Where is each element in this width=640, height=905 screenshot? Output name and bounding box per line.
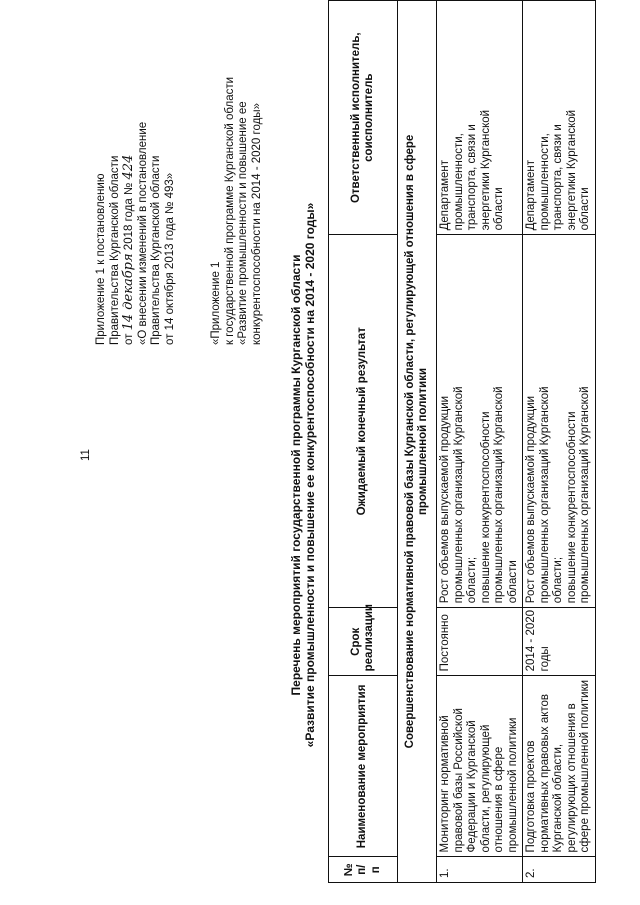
title-line-2: «Развитие промышленности и повышение ее конкурентоспособности на 2014 - 2020 годы»	[302, 202, 317, 748]
header-num-line: №	[342, 863, 355, 877]
cell-line: повышение конкурентоспособности	[479, 411, 492, 604]
appendix-line-5: Правительства Курганской области	[150, 155, 162, 345]
cell-line: транспорта, связи и	[552, 124, 564, 231]
program-appendix	[210, 5, 264, 345]
cell-line: Рост объемов выпускаемой продукции	[525, 395, 537, 604]
cell-line: промышленной политики	[506, 717, 519, 853]
section-title	[398, 1, 437, 883]
row-num: 2.	[523, 857, 596, 883]
cell-line: промышленных организаций Курганской	[538, 386, 551, 604]
cell-line: Постоянно	[439, 614, 451, 672]
header-num	[329, 857, 398, 883]
cell-line: правовой базы Российской	[452, 708, 465, 853]
handwritten-date: 14 декабря	[121, 253, 136, 331]
header-responsible-line: исполнитель,	[349, 32, 362, 111]
table-header-row	[329, 1, 398, 883]
section-row	[398, 1, 437, 883]
header-responsible	[329, 1, 398, 235]
appendix-line-1: Приложение 1 к постановлению	[95, 173, 107, 345]
cell-line: регулирующих отношения в	[565, 703, 578, 853]
cell-line: повышение конкурентоспособности	[565, 411, 578, 604]
cell-line: 2014 - 2020	[525, 609, 537, 672]
cell-line: сфере промышленной политики	[579, 679, 591, 853]
page-number: 11	[80, 449, 92, 461]
cell-line: транспорта, связи и	[466, 124, 478, 231]
cell-line: промышленности,	[452, 133, 465, 231]
date-mid: 2018 года №	[123, 182, 135, 251]
section-title-line: Совершенствование нормативной правовой базы Курганской области, регулирующей отношения в сфере	[403, 134, 416, 749]
cell-line: области	[506, 560, 519, 604]
program-appendix-line-3: «Развитие промышленности и повышение ее	[237, 101, 249, 345]
cell-line: Подготовка проектов	[525, 740, 537, 853]
header-responsible-line: соисполнитель	[363, 73, 375, 162]
cell-line: области;	[552, 556, 564, 604]
title-line-1: Перечень мероприятий государственной программы Курганской области	[289, 254, 303, 696]
appendix-line-4: «О внесении изменений в постановление	[136, 121, 149, 345]
row-name	[437, 676, 523, 857]
row-result	[437, 235, 523, 608]
header-responsible-line: Ответственный	[349, 113, 362, 204]
cell-line: области	[579, 187, 591, 231]
appendix-line-2: Правительства Курганской области	[108, 155, 121, 345]
cell-line: промышленных организаций Курганской	[452, 386, 465, 604]
cell-line: отношения в сфере	[493, 746, 505, 853]
header-term-line: реализации	[363, 603, 375, 672]
appendix-line-6: от 14 октября 2013 года № 493»	[163, 172, 176, 345]
cell-line: Федерации и Курганской	[466, 720, 478, 853]
row-term	[523, 608, 596, 676]
header-name: Наименование мероприятия	[329, 676, 398, 857]
cell-line: энергетики Курганской	[565, 109, 578, 231]
cell-line: области	[493, 187, 505, 231]
cell-line: Курганской области,	[552, 743, 564, 853]
appendix-date-line	[122, 15, 137, 345]
measures-table	[328, 0, 596, 883]
handwritten-number: 424	[121, 154, 136, 180]
table-row	[523, 1, 596, 883]
cell-line: промышленных организаций Курганской	[579, 386, 591, 604]
row-result	[523, 235, 596, 608]
cell-line: годы	[538, 646, 551, 672]
row-num: 1.	[437, 857, 523, 883]
row-name	[523, 676, 596, 857]
cell-line: Департамент	[525, 159, 537, 231]
cell-line: области, регулирующей	[479, 724, 492, 853]
table-row	[437, 1, 523, 883]
header-num-line: п/п	[356, 864, 382, 875]
date-prefix: от	[123, 333, 135, 345]
cell-line: Рост объемов выпускаемой продукции	[439, 395, 451, 604]
document-title	[290, 65, 317, 885]
program-appendix-line-4: конкурентоспособности на 2014 - 2020 годы»	[250, 103, 263, 345]
row-responsible	[523, 1, 596, 235]
cell-line: промышленности,	[538, 133, 551, 231]
header-result: Ожидаемый конечный результат	[329, 235, 398, 608]
header-term-line: Срок	[349, 627, 362, 656]
section-title-line: промышленной политики	[417, 367, 429, 516]
appendix-header	[95, 15, 177, 345]
header-term	[329, 603, 398, 676]
row-responsible	[437, 1, 523, 235]
program-appendix-line-2: к государственной программе Курганской области	[223, 76, 236, 345]
cell-line: нормативных правовых актов	[538, 693, 551, 853]
cell-line: Мониторинг нормативной	[439, 715, 451, 853]
cell-line: промышленных организаций Курганской	[493, 386, 505, 604]
row-term	[437, 608, 523, 676]
program-appendix-line-1: «Приложение 1	[210, 261, 222, 345]
cell-line: энергетики Курганской	[479, 109, 492, 231]
cell-line: области;	[466, 556, 478, 604]
cell-line: Департамент	[439, 159, 451, 231]
